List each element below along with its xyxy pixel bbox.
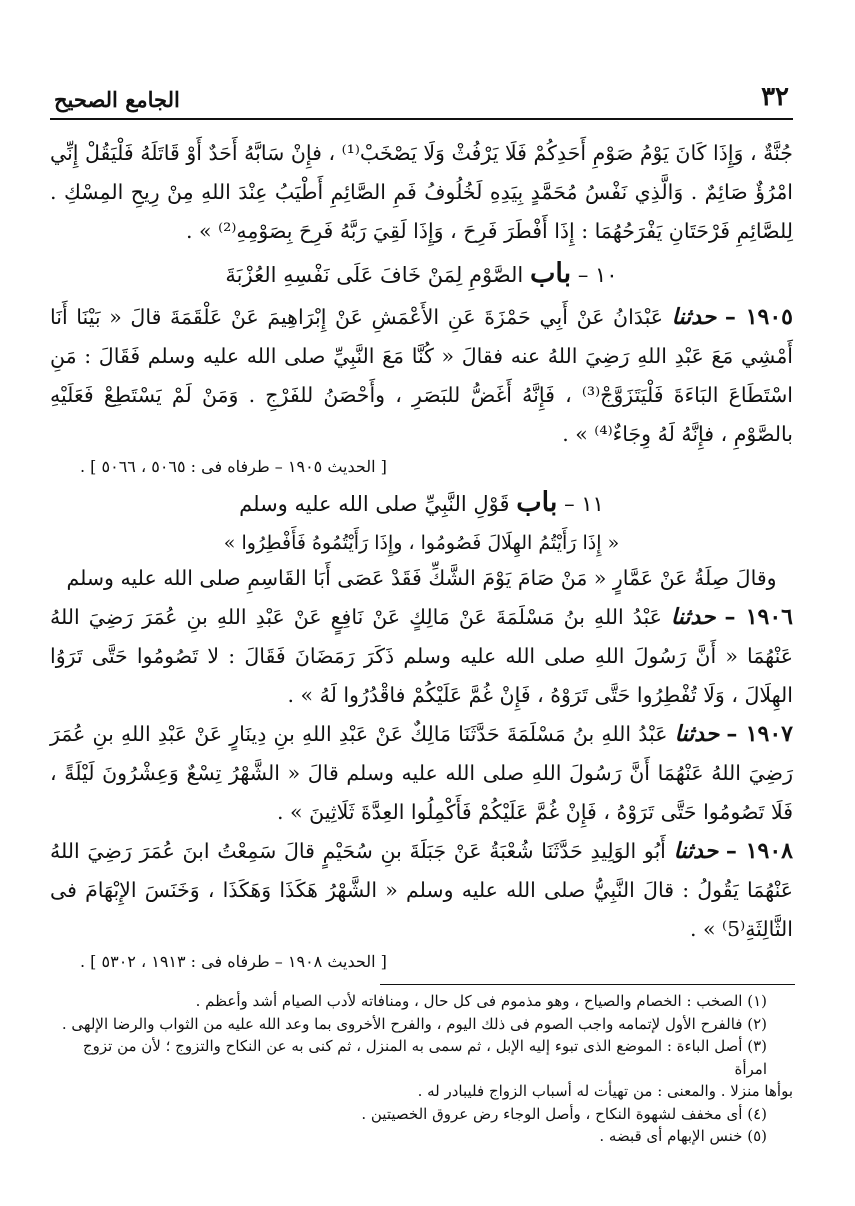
hadith-number: ١٩٠٥ – — [724, 304, 793, 330]
haddathana-label: حدثنا — [670, 604, 716, 630]
takhrij-1908 — [50, 949, 793, 975]
takhrij-1905 — [50, 454, 793, 480]
bab-label: باب — [529, 258, 572, 289]
takhrij-text: [ الحديث ١٩٠٥ – طرفاه فى : ٥٠٦٥ ، ٥٠٦٦ ] . — [80, 457, 387, 476]
hadith-number: ١٩٠٧ – — [726, 721, 793, 747]
chapter-number: ١١ – — [564, 492, 604, 516]
hadith-text: عَبْدُ اللهِ بنُ مَسْلَمَةَ عَنْ مَالِكٍ عَنْ نَافِعٍ عَنْ عَبْدِ اللهِ بنِ عُمَرَ رَضِيَ اللهُ عَنْهُمَا « أَنَّ رَسُولَ اللهِ صلى الله عليه وسلم ذَكَرَ رَمَضَانَ فَقَالَ : لا تَصُومُوا حَتَّى تَرَوُا الهِلَالَ ، وَلَا تُفْطِرُوا حَتَّى تَرَوْهُ ، فَإِنْ غُمَّ عَلَيْكُمْ فاقْدُرُوا لَهُ » . — [50, 605, 793, 707]
takhrij-text: [ الحديث ١٩٠٨ – طرفاه فى : ١٩١٣ ، ٥٣٠٢ ] . — [80, 952, 387, 971]
hadith-1907 — [50, 715, 793, 832]
silah-note: وقالَ صِلَةُ عَنْ عَمَّارٍ « مَنْ صَامَ يَوْمَ الشَّكِّ فَقَدْ عَصَى أَبَا القَاسِمِ صلى الله عليه وسلم — [66, 566, 777, 590]
footnotes — [50, 990, 793, 1148]
haddathana-label: حدثنا — [673, 838, 719, 864]
chapter-title: قَوْلِ النَّبِيِّ صلى الله عليه وسلم — [239, 492, 510, 516]
footnote-separator — [380, 984, 795, 985]
footnote-3-continuation: بوأها منزلا . والمعنى : من تهيأت له أسباب الزواج فليبادر له . — [417, 1082, 793, 1100]
footnote-2: (٢) فالفرح الأول لإتمامه واجب الصوم فى ذلك اليوم ، والفرح الأخروى بما وعد الله عليه من الثواب والرضا الإلهى . — [61, 1014, 767, 1033]
page-body — [50, 134, 793, 975]
footnote-5: (٥) خنس الإبهام أى قبضه . — [599, 1127, 767, 1145]
page-number: ٣٢ — [761, 82, 789, 112]
page-header — [50, 76, 793, 120]
bab-label: باب — [516, 487, 558, 518]
hadith-1906 — [50, 598, 793, 715]
chapter-11-subtitle: « إِذَا رَأَيْتُمُ الهِلَالَ فَصُومُوا ، وإِذَا رَأَيْتُمُوهُ فَأَفْطِرُوا » — [223, 532, 620, 554]
chapter-title: الصَّوْمِ لِمَنْ خَافَ عَلَى نَفْسِهِ العُزْبَةَ — [225, 263, 524, 287]
opening-paragraph: جُنَّةٌ ، وَإِذَا كَانَ يَوْمُ صَوْمِ أَحَدِكُمْ فَلَا يَرْفُثْ وَلَا يَصْخَبْ⁽¹⁾ ، فإِنْ سَابَّهُ أَحَدٌ أَوْ قَاتَلَهُ فَلْيَقُلْ إِنِّي امْرُؤٌ صَائِمٌ . وَالَّذِي نَفْسُ مُحَمَّدٍ بِيَدِهِ لَخُلُوفُ فَمِ الصَّائِمِ أَطْيَبُ عِنْدَ اللهِ مِنْ رِيحِ المِسْكِ . لِلصَّائِمِ فَرْحَتَانِ يَفْرَحُهُمَا : إِذَا أَفْطَرَ فَرِحَ ، وَإِذَا لَقِيَ رَبَّهُ فَرِحَ بِصَوْمِهِ⁽²⁾ » . — [50, 141, 793, 243]
haddathana-label: حدثنا — [671, 304, 717, 330]
running-title: الجامع الصحيح — [54, 87, 180, 112]
footnote-3: (٣) أصل الباءة : الموضع الذى تبوء إليه الإبل ، ثم سمى به المنزل ، ثم كنى به عن النكاح والتزوج ؛ لأن من تزوج امرأة — [82, 1037, 767, 1078]
hadith-1908 — [50, 832, 793, 949]
chapter-number: ١٠ – — [577, 263, 618, 287]
haddathana-label: حدثنا — [674, 721, 720, 747]
chapter-11-heading — [50, 484, 793, 523]
hadith-text: عَبْدُ اللهِ بنُ مَسْلَمَةَ حَدَّثَنَا مَالِكٌ عَنْ عَبْدِ اللهِ بنِ دِينَارٍ عَنْ عَبْدِ اللهِ بنِ عُمَرَ رَضِيَ اللهُ عَنْهُمَا أَنَّ رَسُولَ اللهِ صلى الله عليه وسلم قالَ « الشَّهْرُ تِسْعٌ وَعِشْرُونَ لَيْلَةً ، فَلَا تَصُومُوا حَتَّى تَرَوْهُ ، فَإِنْ غُمَّ عَلَيْكُمْ فَأَكْمِلُوا العِدَّةَ ثَلَاثِينَ » . — [50, 722, 793, 824]
chapter-10-heading — [50, 255, 793, 294]
footnote-4: (٤) أى مخفف لشهوة النكاح ، وأصل الوجاء رض عروق الخصيتين . — [361, 1104, 767, 1123]
footnote-1: (١) الصخب : الخصام والصياح ، وهو مذموم فى كل حال ، ومنافاته لأدب الصيام أشد وأعظم . — [195, 992, 767, 1010]
hadith-text: أَبُو الوَلِيدِ حَدَّثَنَا شُعْبَةُ عَنْ جَبَلَةَ بنِ سُحَيْمٍ قالَ سَمِعْتُ ابنَ عُمَرَ رَضِيَ اللهُ عَنْهُمَا يَقُولُ : قالَ النَّبِيُّ صلى الله عليه وسلم « الشَّهْرُ هَكَذَا وَهَكَذَا ، وَخَنَسَ الإِبْهَامَ فى الثَّالِثَةِ⁽5⁾ » . — [50, 839, 793, 941]
hadith-1905 — [50, 298, 793, 454]
hadith-number: ١٩٠٨ – — [725, 838, 793, 864]
hadith-text: عَبْدَانُ عَنْ أَبِي حَمْزَةَ عَنِ الأَعْمَشِ عَنْ إِبْرَاهِيمَ عَنْ عَلْقَمَةَ قالَ « بَيْنَا أَنَا أَمْشِي مَعَ عَبْدِ اللهِ رَضِيَ اللهُ عنه فقالَ « كُنَّا مَعَ النَّبِيِّ صلى الله عليه وسلم فَقَالَ : مَنِ اسْتَطَاعَ البَاءَةَ فَلْيَتَزَوَّجْ⁽³⁾ ، فَإِنَّهُ أَغَضُّ للبَصَرِ ، وأَحْصَنُ للفَرْجِ . وَمَنْ لَمْ يَسْتَطِعْ فَعَلَيْهِ بالصَّوْمِ ، فإِنَّهُ لَهُ وِجَاءٌ⁽⁴⁾ » . — [50, 305, 794, 446]
hadith-number: ١٩٠٦ – — [724, 604, 793, 630]
